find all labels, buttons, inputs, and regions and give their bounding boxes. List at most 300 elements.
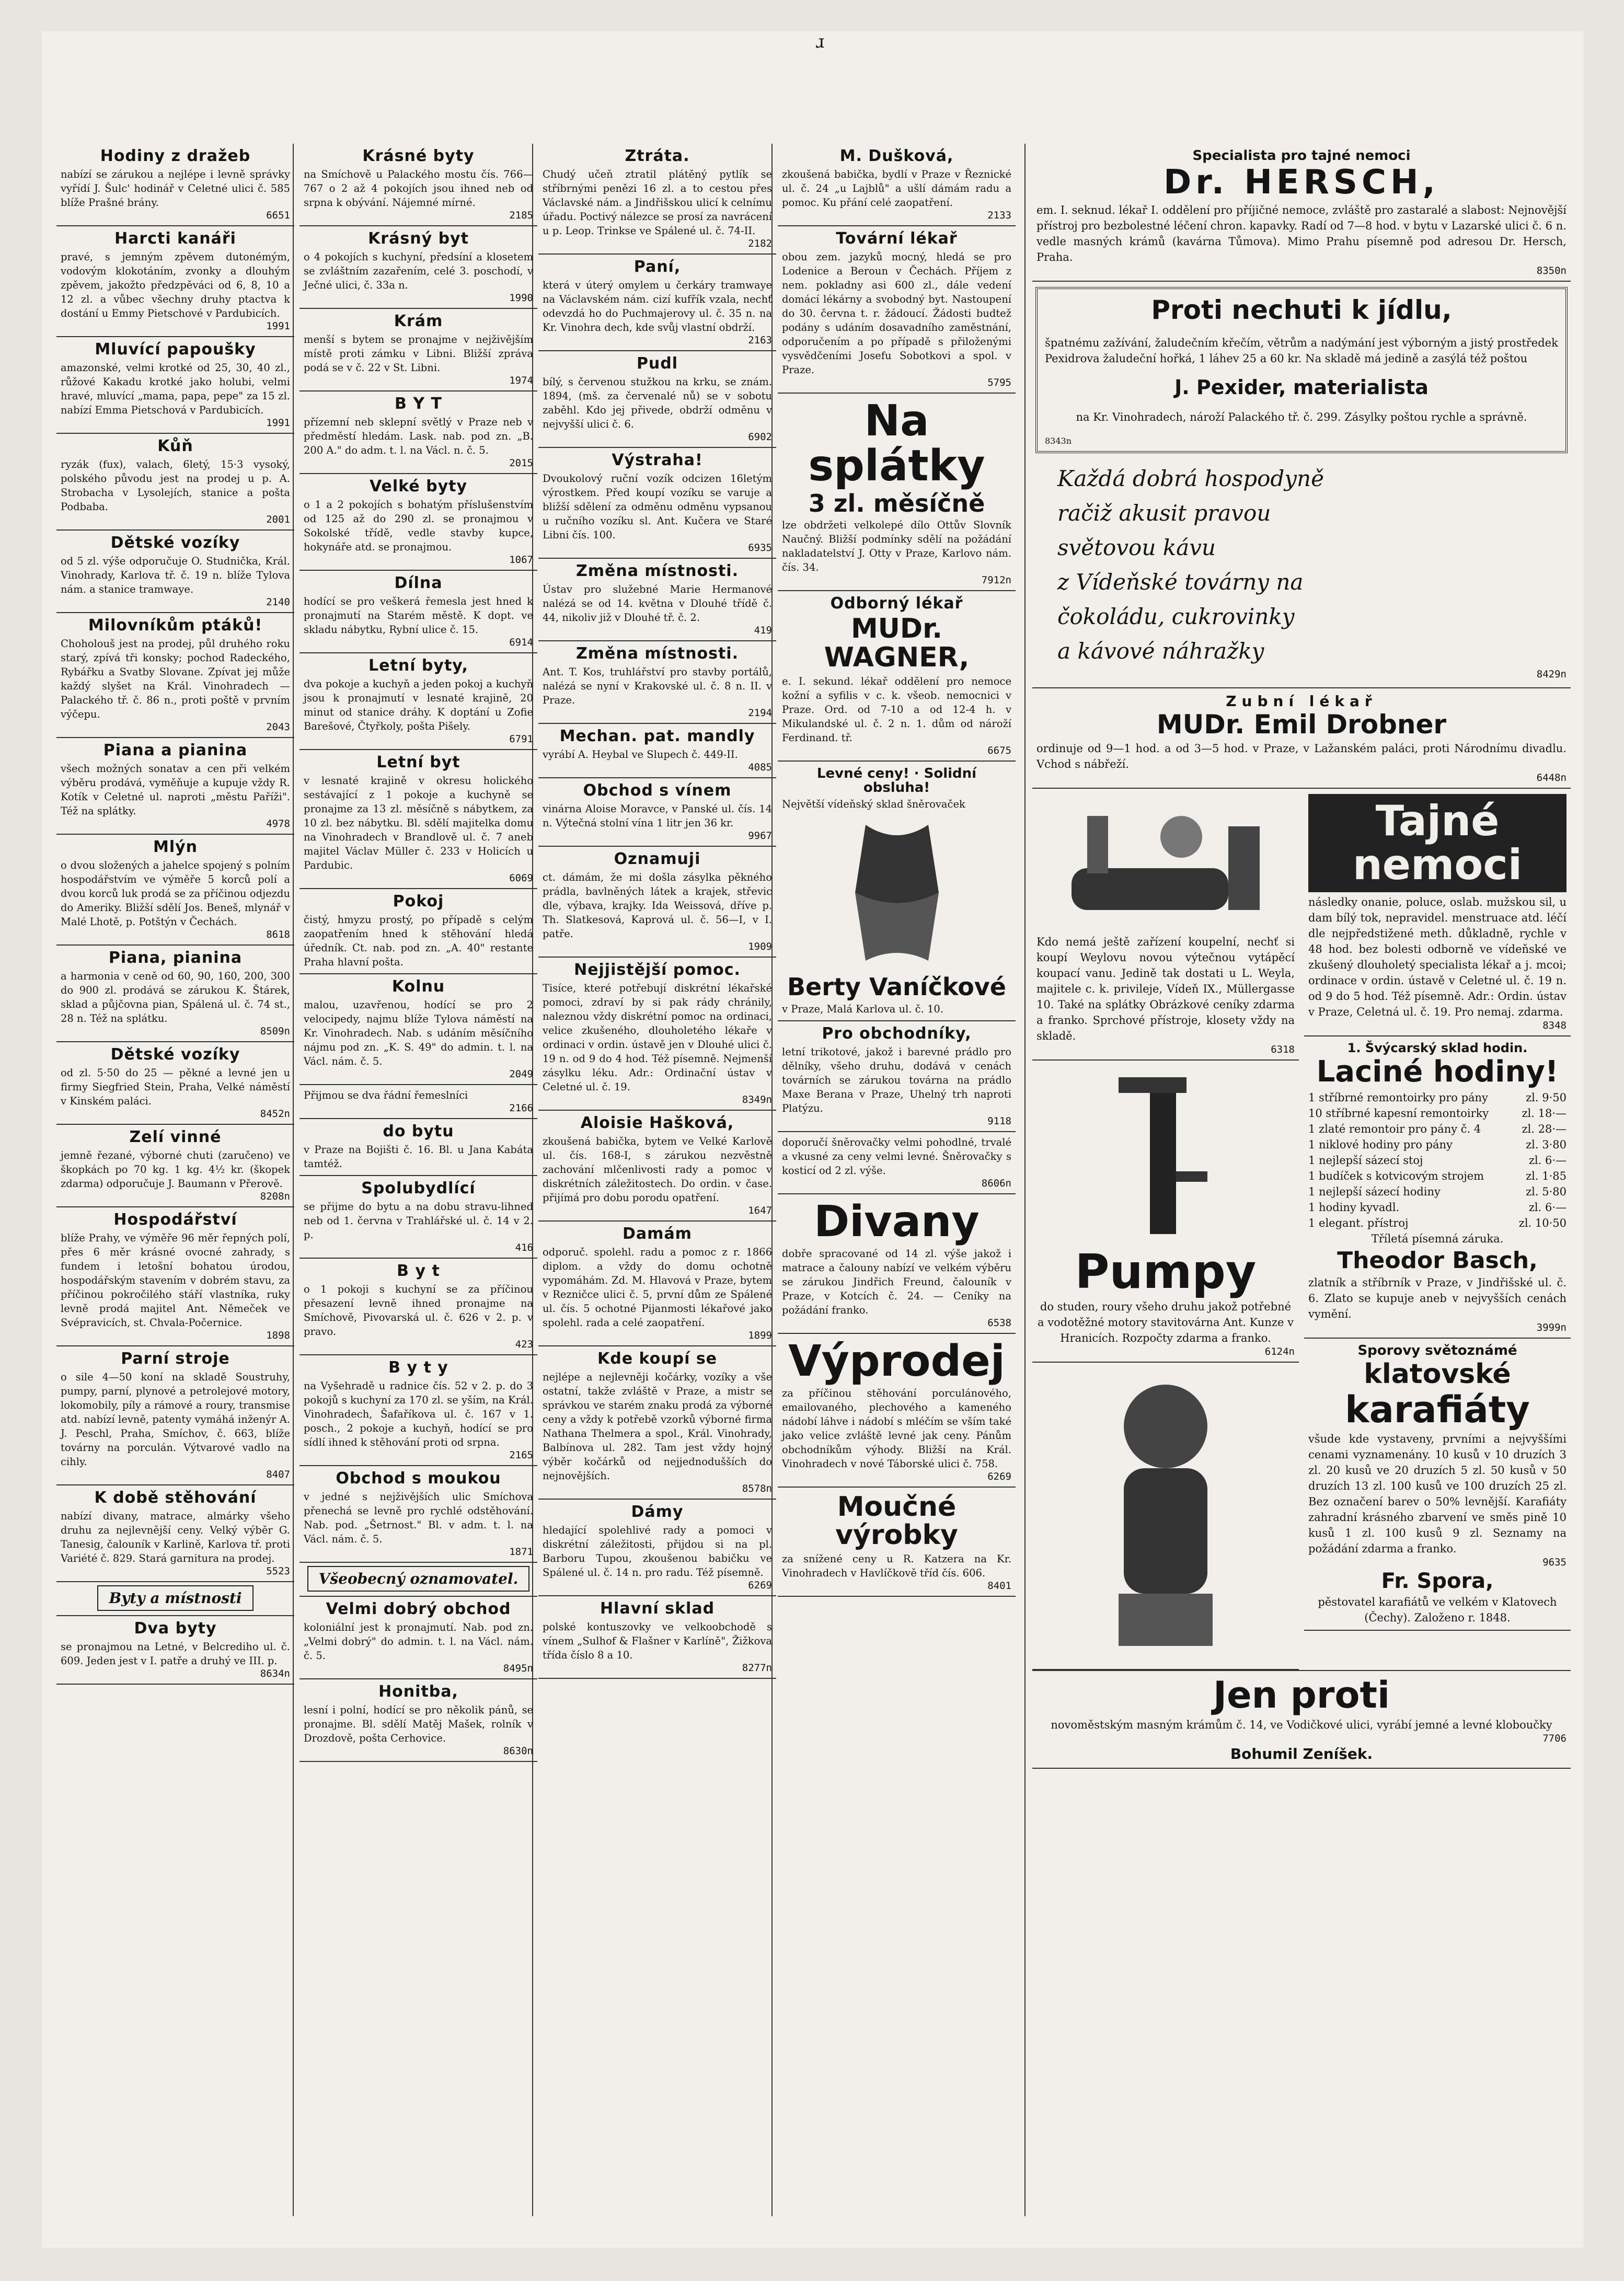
ad-number: 2166 bbox=[509, 1102, 533, 1114]
ad-title: Letní byty, bbox=[368, 656, 468, 675]
script-line: račiž akusit pravou bbox=[1057, 500, 1271, 526]
ad-number: 2165 bbox=[509, 1449, 533, 1461]
ad-text: zkoušená babička, bydlí v Praze v Řeznické ul. č. 24 „u Lajblů" a ušlí dámám radu a pomoc. Ku přání celé zaopatření. bbox=[782, 168, 1011, 209]
ad-number: 8208n bbox=[260, 1191, 290, 1202]
ad-text: na Kr. Vinohradech, nároží Palackého tř. č. 299. Zásylky poštou rychle a správně. bbox=[1076, 410, 1527, 423]
classified-ad bbox=[300, 750, 537, 889]
right-subcolumn bbox=[1304, 789, 1571, 1671]
ad-hersch bbox=[1032, 144, 1571, 282]
ad-text: vyrábí A. Heybal ve Slupech č. 449-II. bbox=[543, 748, 738, 761]
ad-title: Pro obchodníky, bbox=[822, 1024, 972, 1043]
ad-text: Největší vídeňský sklad šněrovaček bbox=[782, 798, 965, 811]
ad-number: 2182 bbox=[748, 238, 772, 249]
ad-text: menší s bytem se pronajme v nejživějším místě proti zámku v Libni. Bližší zpráva podá se v č. 22 v St. Libni. bbox=[304, 333, 533, 374]
ad-title: Honitba, bbox=[378, 1683, 458, 1701]
ad-title: Obchod s vínem bbox=[583, 781, 732, 800]
ad-title: Pudl bbox=[636, 354, 678, 373]
ad-number: 1991 bbox=[266, 417, 290, 429]
price-row bbox=[1308, 1168, 1567, 1184]
ad-heading: Sporovy světoznámé bbox=[1357, 1342, 1517, 1358]
ad-number: 5795 bbox=[987, 377, 1011, 388]
column-4 bbox=[778, 144, 1016, 2227]
ad-text: o 1 a 2 pokojích s bohatým příslušenstvím od 125 až do 290 zl. se pronajmou v Sokolské třídě, vedle stavby kupce, hokynáře atd. se pronajmou. bbox=[304, 499, 533, 553]
two-column-block bbox=[1032, 789, 1571, 1671]
classified-ad bbox=[778, 1132, 1016, 1194]
ad-number: 6269 bbox=[987, 1470, 1011, 1482]
ad-side-label: Levné ceny! · Solidní obsluha! bbox=[816, 765, 977, 796]
price-row bbox=[1308, 1137, 1567, 1153]
ad-display-heading: Výprodej bbox=[788, 1336, 1005, 1386]
price-value: zl. 6·— bbox=[1528, 1201, 1567, 1214]
ad-title: Kolnu bbox=[391, 977, 445, 996]
ad-number: 4085 bbox=[748, 762, 772, 773]
ad-display-heading: Berty Vaníčkové bbox=[787, 973, 1006, 1001]
ad-name: Bohumil Zeníšek. bbox=[1230, 1745, 1373, 1762]
ad-heading: 1. Švýcarský sklad hodin. bbox=[1347, 1040, 1528, 1055]
ad-text: zlatník a stříbrník v Praze, v Jindřišské ul. č. 6. Zlato se kupuje aneb v nejvyšších cenách vymění. bbox=[1308, 1276, 1567, 1320]
pump-illustration bbox=[1087, 1067, 1244, 1245]
price-row bbox=[1308, 1105, 1567, 1121]
ad-text: která v úterý omylem u čerkáry tramwaye na Václavském nám. cizí kufřík vzala, nechť odevzdá ho do Puchmajerovy ul. č. 35 n. na Kr. Vinohra dech, kde svůj vlastní obdrží. bbox=[543, 279, 772, 333]
classified-ad bbox=[300, 1355, 537, 1466]
ad-text: pravé, s jemným zpěvem dutonémým, vodovým klokotáním, zvonky a dlouhým zpěvem, jakožto předzpěváci od 6, 8, 10 a 12 zl. a vůbec všechny druhy ptactva k dostání u Emmy Pietschové v Pardubicích. bbox=[61, 251, 290, 319]
ad-number: 1898 bbox=[266, 1330, 290, 1341]
ad-text: všude kde vystaveny, prvními a nejvyššími cenami vyznamenány. 10 kusů v 10 druzích 3 zl. 20 kusů ve 20 druzích 5 zl. 50 kusů v 50 druzích 13 zl. 100 kusů ve 100 druzích 25 zl. Bez označení barev o 50% levnější. Karafiáty zahradní krásného zbarvení ve směs pině 10 kusů 1 zl. 100 kusů 9 zl. Seznamy na požádání zdarma a franko. bbox=[1308, 1433, 1567, 1556]
ad-subheading: 3 zl. měsíčně bbox=[808, 489, 985, 518]
classified-ad bbox=[56, 1616, 294, 1685]
classified-ad bbox=[300, 1563, 537, 1597]
ad-title: Dva byty bbox=[134, 1619, 217, 1638]
classified-ad bbox=[538, 1222, 776, 1346]
ad-title: Tovární lékař bbox=[836, 229, 958, 248]
ad-number: 2194 bbox=[748, 707, 772, 719]
ad-number: 7912n bbox=[981, 574, 1011, 586]
ad-heading: Tajné nemoci bbox=[1308, 794, 1567, 892]
classified-ad bbox=[778, 1334, 1016, 1488]
ad-text: vinárna Aloise Moravce, v Panské ul. čís. 14 n. Výtečná stolní vína 1 litr jen 36 kr. bbox=[543, 803, 772, 829]
ad-number: 8452n bbox=[260, 1108, 290, 1120]
price-row bbox=[1308, 1184, 1567, 1200]
ad-text: nabízí divany, matrace, almárky všeho druhu za nejlevnější ceny. Velký výběr G. Tanesig, čalouník v Karlině, Karlova tř. proti Variété č. 829. Stará garnitura na prodej. bbox=[61, 1510, 290, 1564]
ad-display-heading: Divany bbox=[814, 1196, 980, 1247]
ad-number: 2001 bbox=[266, 514, 290, 525]
ad-number: 8348 bbox=[1542, 1019, 1567, 1031]
ad-text: em. I. seknud. lékař I. oddělení pro příjičné nemoce, zvláště pro zastaralé a slabost: Nejnovější přístroj pro bezbolestné léčení chron. kapavky. Radí od 7—8 hod. v bytu v Lazarské ulici č. 6 n. vedle masných krámů (kavárna Tůmova). Mimo Prahu písemně pod adresou Dr. Hersch, Praha. bbox=[1036, 204, 1567, 264]
ad-number: 8277n bbox=[742, 1662, 772, 1674]
ad-title: Krásný byt bbox=[368, 229, 469, 248]
top-mark: ɹ bbox=[815, 31, 825, 52]
ad-number: 6651 bbox=[266, 210, 290, 221]
ad-text: od zl. 5·50 do 25 — pěkné a levné jen u firmy Siegfried Stein, Praha, Velké náměstí v Kinském paláci. bbox=[61, 1067, 290, 1107]
script-line: a kávové náhražky bbox=[1057, 638, 1264, 664]
classified-ad bbox=[778, 1488, 1016, 1597]
ad-text: Tisíce, které potřebují diskrétní lékařské pomoci, zdraví by si pak rády chránily, naleznou vždy diskrétní pomoc na ordinaci, velice zkušeného, dlouholetého lékaře v ordinaci v ordin. ústavě jen v Dlouhé ulici č. 19 n. od 9 do 4 hod. Též písemně. Nejmenší zásylku léku. Adr.: Ordinační ústav v Celetné ul. č. 19. bbox=[543, 982, 772, 1093]
ad-number: 9635 bbox=[1542, 1557, 1567, 1569]
ad-title: Piana a pianina bbox=[103, 741, 248, 759]
price-row bbox=[1308, 1153, 1567, 1168]
ad-karafiaty bbox=[1304, 1339, 1571, 1631]
ad-title: Pokoj bbox=[393, 892, 444, 911]
classified-ad bbox=[56, 1125, 294, 1207]
ad-text: dobře spracované od 14 zl. výše jakož i matrace a čalouny nabízí ve velkém výběru se zárukou Jindřich Freund, čalouník v Praze, v Kotcích č. 24. — Ceníky na požádání franko. bbox=[782, 1247, 1011, 1316]
ad-number: 6914 bbox=[509, 637, 533, 648]
ad-number: 8343n bbox=[1045, 435, 1072, 446]
classified-ad bbox=[300, 974, 537, 1085]
ad-title: Paní, bbox=[634, 258, 681, 276]
column-rule bbox=[1024, 144, 1026, 2216]
classified-ad bbox=[56, 1042, 294, 1125]
ad-title: Harcti kanáři bbox=[114, 229, 236, 248]
ad-title: Ztráta. bbox=[625, 147, 690, 165]
script-line: čokoládu, cukrovinky bbox=[1057, 603, 1295, 629]
ad-title: Mlýn bbox=[153, 838, 198, 856]
column-1 bbox=[56, 144, 294, 2227]
ad-text: jemně řezané, výborné chuti (zaručeno) ve škopkách po 70 kg. 1 kg. 4½ kr. (škopek zdarma) odporučuje J. Baumann v Přerově. bbox=[61, 1149, 290, 1190]
ad-title: Velké byty bbox=[369, 477, 468, 496]
price-item: 10 stříbrné kapesní remontoirky bbox=[1308, 1107, 1489, 1120]
classified-ad bbox=[300, 1085, 537, 1119]
ad-number: 6318 bbox=[1271, 1043, 1295, 1055]
classified-ad bbox=[538, 559, 776, 641]
ad-subtitle: klatovské bbox=[1364, 1358, 1511, 1390]
ad-number: 2043 bbox=[266, 721, 290, 733]
ad-title: Změna místnosti. bbox=[576, 562, 739, 580]
ad-title: Letní byt bbox=[376, 753, 460, 771]
price-value: zl. 18·— bbox=[1522, 1107, 1567, 1120]
ad-title: Mechan. pat. mandly bbox=[559, 727, 755, 745]
ad-heading: Proti nechuti k jídlu, bbox=[1151, 295, 1452, 326]
ad-number: 1974 bbox=[509, 375, 533, 386]
ad-text: Chudý učeň ztratil plátěný pytlík se stříbrnými penězi 16 zl. a to cestou přes Václavské nám. a Jindřišskou ulicí k celnímu úřadu. Poctivý nálezce se prosí za navrácení u p. Leop. Trinkse ve Spálené ul. č. 74-II. bbox=[543, 168, 772, 237]
ad-title: Dámy bbox=[631, 1503, 684, 1521]
ad-text: obou zem. jazyků mocný, hledá se pro Lodenice a Beroun v Čechách. Příjem z nem. pokladny asi 600 zl., dále vedení domácí lékárny a svobodný byt. Nastoupení do 30. června t. r. žádoucí. Žádosti budtež podány s udáním dosavadního zaměstnání, odporučením a po případě s přiloženými vysvědčeními Josefu Sobotkovi a spol. v Praze. bbox=[782, 251, 1011, 376]
ad-text: doporučí šněrovačky velmi pohodlné, trvalé a vkusné za ceny velmi levné. Šněrovačky s kosticí od 2 zl. výše. bbox=[782, 1136, 1011, 1177]
ad-text: v Praze, Malá Karlova ul. č. 10. bbox=[782, 1003, 944, 1015]
ad-text: v Praze na Bojišti č. 16. Bl. u Jana Kabáta tamtéž. bbox=[304, 1144, 533, 1170]
classified-ad bbox=[56, 1346, 294, 1485]
ad-text: hledající spolehlivé rady a pomoci v diskrétní záležitosti, přijdou si na pl. Barboru Tupou, zkoušenou babičku ve Spálené ul. č. 14 n. pro radu. Též písemně. bbox=[543, 1524, 772, 1579]
script-text bbox=[1036, 462, 1567, 669]
ad-display-heading: Na splátky bbox=[808, 396, 985, 491]
ad-text: letní trikotové, jakož i barevné prádlo pro dělníky, všeho druhu, dodává v cenách továrních se zárukou továrna na prádlo Maxe Berana v Praze, Uhelný trh naproti Platýzu. bbox=[782, 1045, 1011, 1114]
classified-ad bbox=[300, 1597, 537, 1679]
classified-ad bbox=[56, 434, 294, 531]
ad-title: Spolubydlící bbox=[361, 1179, 476, 1197]
ad-text: od 5 zl. výše odporučuje O. Studnička, Král. Vinohrady, Karlova tř. č. 19 n. blíže Tylova nám. a stanice tramwaye. bbox=[61, 555, 290, 595]
ad-title: Laciné hodiny! bbox=[1316, 1054, 1559, 1089]
classified-ad bbox=[538, 958, 776, 1111]
classified-ad bbox=[538, 1596, 776, 1679]
price-item: 1 niklové hodiny pro pány bbox=[1308, 1138, 1453, 1151]
ad-text: následky onanie, poluce, oslab. mužskou sil, u dam bílý tok, nepravidel. menstruace atd. léčí dle nejpředstižené meth. důkladně, rychle v 48 hod. bez bolesti odborně ve vídeňské ve zkušený dlouholetý specialista lékař a j. mcoi; ordinace v ordin. ústavě v Celetné ul. č. 19 n. od 9 do 5 hod. Též písemně. Adr.: Ordin. ústav v Praze, Celetná ul. č. 19. Pro nemaj. zdarma. bbox=[1308, 895, 1567, 1018]
classified-ad bbox=[300, 653, 537, 750]
section-badge: Všeobecný oznamovatel. bbox=[307, 1566, 530, 1592]
ad-number: 6935 bbox=[748, 542, 772, 554]
classified-ad bbox=[778, 591, 1016, 761]
ad-text: Přijmou se dva řádní řemeslníci bbox=[304, 1089, 468, 1101]
classified-ad bbox=[300, 391, 537, 474]
ad-text: Kdo nemá ještě zařízení koupelní, nechť si koupí Weylovu novou výtečnou vytápěcí koupací vanu. Jedině tak dostati u L. Weyla, majitele c. k. privileje, Vídeň IX., Müllergasse 10. Také na splátky Obrázkové ceníky zdarma a franko. Sprchové přístroje, klosety vždy na skladě. bbox=[1036, 935, 1295, 1042]
price-value: zl. 1·85 bbox=[1526, 1169, 1567, 1182]
ad-heading: Zubní lékař bbox=[1226, 692, 1377, 710]
price-row bbox=[1308, 1090, 1567, 1105]
ad-text: Ústav pro služebné Marie Hermanové nalézá se od 14. května v Dlouhé třídě č. 44, nikoliv již v Dlouhé tř. č. 2. bbox=[543, 583, 772, 624]
ad-text: dva pokoje a kuchyň a jeden pokoj a kuchyň jsou k pronajmutí v lesnaté krajině, 20 minut od stanice dráhy. K doptání u Zofie Barešové, Čtyřkoly, pošta Pišely. bbox=[304, 678, 533, 732]
ad-text: v lesnaté krajině v okresu holického sestávající z 1 pokoje a kuchyně se pronajme za 13 zl. měsíčně s nábytkem, za 10 zl. bez nábytku. Bl. sdělí majitelka domu na Vinohradech v Brandlově ul. č. 7 aneb majitel Václav Müller č. 233 v Holicích u Pardubic. bbox=[304, 775, 533, 871]
classified-ad bbox=[538, 724, 776, 778]
ad-number: 9118 bbox=[987, 1115, 1011, 1127]
ad-number: 8401 bbox=[987, 1580, 1011, 1592]
left-subcolumn bbox=[1032, 789, 1299, 1671]
price-row bbox=[1308, 1200, 1567, 1215]
ad-text: a harmonia v ceně od 60, 90, 160, 200, 300 do 900 zl. prodává se zárukou K. Štárek, sklad a půjčovna pian, Spálená ul. č. 74 st., 28 n. Též na splátku. bbox=[61, 970, 290, 1024]
classified-ad bbox=[300, 309, 537, 391]
ad-text: bílý, s červenou stužkou na krku, se znám. 1894, (mš. za červenalé nů) se v sobotu zaběhl. Kdo jej přivede, obdrží odměnu v nejvyšší ulici č. 6. bbox=[543, 376, 772, 430]
ad-title: Parní stroje bbox=[121, 1350, 230, 1368]
ad-text: ryzák (fux), valach, 6letý, 15·3 vysoký, polského původu jest na prodej u p. A. Strobacha v Lysolejích, stanice a pošta Podbaba. bbox=[61, 458, 290, 513]
ad-number: 8350n bbox=[1536, 265, 1567, 277]
ad-title: Dětské vozíky bbox=[110, 534, 240, 552]
classified-ad bbox=[538, 1111, 776, 1222]
classified-ad bbox=[778, 394, 1016, 591]
ad-drobner bbox=[1032, 688, 1571, 789]
classified-ad bbox=[300, 1119, 537, 1176]
ad-title: B Y T bbox=[395, 395, 442, 413]
classified-ad bbox=[300, 144, 537, 226]
ad-text: v jedné s nejživějších ulic Smíchova přenechá se levně pro rychlé odstěhování. Nab. pod. „Šetrnost." Bl. v adm. t. l. na Václ. nám. č. 5. bbox=[304, 1491, 533, 1545]
classified-ad bbox=[56, 1582, 294, 1616]
price-value: zl. 9·50 bbox=[1526, 1091, 1567, 1104]
ad-number: 7706 bbox=[1542, 1732, 1567, 1744]
script-line: Každá dobrá hospodyně bbox=[1057, 465, 1324, 491]
ad-text: o sile 4—50 koní na skladě Soustruhy, pumpy, parní, plynové a petrolejové motory, lokomobily, píly a rámové a roury, transmise atd. nabízí levně, patenty vymáhá inženýr A. J. Peschl, Praha, Smíchov, č. 663, blíže továrny na porculán. Výtvarové vadlo na cihly. bbox=[61, 1371, 290, 1468]
ad-title: M. Dušková, bbox=[839, 147, 954, 165]
ad-text: Ant. T. Kos, truhlářství pro stavby portálů, nalézá se nyní v Krakovské ul. č. 8 n. II. v Praze. bbox=[543, 666, 772, 706]
ad-title: Obchod s moukou bbox=[336, 1469, 501, 1488]
ad-title: Milovníkům ptáků! bbox=[88, 616, 263, 635]
ad-figure bbox=[1032, 1363, 1299, 1670]
ad-text: špatnému zažívání, žaludečním křečím, větrům a nadýmání jest výborným a jistý prostředek Pexidrova žaludeční hořká, 1 láhev 25 a 60 kr. Na skladě má jedině a zasýlá též poštou bbox=[1045, 336, 1558, 365]
price-list bbox=[1308, 1090, 1567, 1231]
classified-ad bbox=[538, 448, 776, 559]
ad-text: pěstovatel karafiátů ve velkém v Klatovech (Čechy). Založeno r. 1848. bbox=[1318, 1596, 1557, 1625]
ad-number: 1909 bbox=[748, 941, 772, 952]
ad-number: 1899 bbox=[748, 1330, 772, 1341]
ad-text: amazonské, velmi krotké od 25, 30, 40 zl., růžové Kakadu krotké jako holubi, velmi hravé, mluvící „mama, papa, pepe" za 15 zl. nabízí Emma Pietschová v Pardubicích. bbox=[61, 362, 290, 416]
classified-ad bbox=[778, 144, 1016, 226]
ad-number: 423 bbox=[515, 1339, 533, 1350]
ad-pumpy bbox=[1032, 1061, 1299, 1363]
ad-number: 9967 bbox=[748, 830, 772, 842]
ad-name: J. Pexider, materialista bbox=[1174, 375, 1429, 399]
ad-text: ordinuje od 9—1 hod. a od 3—5 hod. v Praze, v Lažanském paláci, proti Národnímu divadlu. Vchod s nábřeží. bbox=[1036, 742, 1567, 770]
ad-number: 8630n bbox=[503, 1745, 533, 1757]
price-value: zl. 10·50 bbox=[1518, 1216, 1567, 1229]
classified-ad bbox=[538, 255, 776, 351]
ad-text: ct. dámám, že mi došla zásylka pěkného prádla, bavlněných látek a krajek, střevic dle, výbava, krajky. Ida Weissová, dříve p. Th. Slatkesová, Kaprová ul. č. 56—I, v I. patře. bbox=[543, 871, 772, 940]
ad-number: 6269 bbox=[748, 1580, 772, 1591]
column-2 bbox=[300, 144, 537, 2227]
ad-pexider bbox=[1035, 287, 1568, 453]
ad-text: odporuč. spolehl. radu a pomoc z r. 1866 diplom. a vždy do domu ochotně vypomáhám. Zd. M. Hlavová v Praze, bytem v Rezničce ulici č. 5, první dům ze Spálené ul. čís. 5 ochotné Pijanmosti lékařové jako spolehl. rada a celé zaopatření. bbox=[543, 1246, 772, 1329]
ad-text: čistý, hmyzu prostý, po případě s celým zaopatřením hned k stěhování hledá úředník. Ct. nab. pod zn. „A. 40" restante Praha hlavní pošta. bbox=[304, 914, 533, 968]
ad-title: Damám bbox=[623, 1225, 692, 1243]
ad-number: 6124n bbox=[1264, 1346, 1295, 1358]
figure-illustration bbox=[1066, 1369, 1265, 1662]
classified-ad bbox=[538, 778, 776, 847]
ad-number: 8618 bbox=[266, 929, 290, 940]
ad-name: Theodor Basch, bbox=[1337, 1247, 1538, 1274]
ad-number: 6069 bbox=[509, 872, 533, 884]
ad-text: malou, uzavřenou, hodící se pro 2 velocipedy, najmu blíže Tylova náměstí na Kr. Vinohradech. Nab. s udáním měsíčního nájmu pod zn. „K. S. 49" do admin. t. l. na Václ. nám. č. 5. bbox=[304, 999, 533, 1067]
ad-text: e. I. sekund. lékař oddělení pro nemoce kožní a syfilis v c. k. všeob. nemocnici v Praze. Ord. od 7-10 a od 12-4 h. v Mikulandské ul. č. 2 n. 1. dům od nároží Ferdinand. tř. bbox=[782, 675, 1011, 744]
ad-number: 2133 bbox=[987, 210, 1011, 221]
classified-ad bbox=[56, 531, 294, 613]
ad-text: přízemní neb sklepní světlý v Praze neb v předměstí hledám. Lask. nab. pod zn. „B. 200 A." do adm. t. l. na Václ. n. č. 5. bbox=[304, 416, 533, 456]
ad-heading: Specialista pro tajné nemoci bbox=[1192, 148, 1411, 164]
ad-title: Změna místnosti. bbox=[576, 644, 739, 663]
ad-title: Zelí vinné bbox=[129, 1128, 222, 1146]
classified-ad bbox=[538, 1346, 776, 1500]
ad-title: Výstraha! bbox=[612, 451, 703, 469]
price-item: 1 nejlepší sázecí hodiny bbox=[1308, 1185, 1441, 1198]
ad-title: Dětské vozíky bbox=[110, 1045, 240, 1064]
classified-ad bbox=[56, 144, 294, 226]
bathtub-illustration bbox=[1056, 795, 1275, 931]
price-item: 1 elegant. přístroj bbox=[1308, 1216, 1409, 1229]
ad-title: do bytu bbox=[383, 1122, 454, 1140]
ad-text: nejlépe a nejlevněji kočárky, vozíky a vše ostatní, takže zvláště v Praze, a mistr se správkou ve starém znaku prodá za výborné ceny a vždy k potřebě vzorků výborné firma Nathana Thelmera a spol., Král. Vinohrady, Balbínova ul. 282. Tam jest vždy hojný výběr kočárků od nejjednodušších do nejnovějších. bbox=[543, 1371, 772, 1482]
ad-display-heading: MUDr. WAGNER, bbox=[824, 613, 970, 674]
ad-number: 2140 bbox=[266, 596, 290, 608]
ad-text: o dvou složených a jahelce spojený s polním hospodářstvím ve výměře 5 korců polí a dvou korců luk prodá se za příčinou odjezdu do Ameriky. Bližší sdělí Jos. Beneš, mlynář v Malé Lhotě, p. Potštýn v Čechách. bbox=[61, 859, 290, 928]
ad-title: karafiáty bbox=[1345, 1388, 1530, 1431]
ad-text: nabízí se zárukou a nejlépe i levně správky vyřídí J. Šulc' hodinář v Celetné ulici č. 585 blíže Prašné brány. bbox=[61, 168, 290, 209]
ad-number: 1991 bbox=[266, 320, 290, 332]
guarantee: Tříletá písemná záruka. bbox=[1371, 1232, 1504, 1245]
ad-title: B y t bbox=[397, 1262, 440, 1280]
ad-title: Dílna bbox=[394, 574, 443, 592]
ad-title: Hlavní sklad bbox=[600, 1599, 715, 1618]
ad-number: 8429n bbox=[1536, 668, 1567, 680]
corset-illustration bbox=[819, 814, 975, 971]
ad-jen-proti bbox=[1032, 1670, 1571, 1769]
ad-text: se přijme do bytu a na dobu stravu-lihned neb od 1. června v Trahlářské ul. č. 14 v 2. p. bbox=[304, 1201, 533, 1241]
ad-title: Aloisie Hašková, bbox=[580, 1114, 734, 1132]
ad-text: na Vyšehradě u radnice čís. 52 v 2. p. do 3 pokojů s kuchyní za 170 zl. se yším, na Král. Vinohradech, Šafaříkova ul. č. 167 v 1. posch., 2 pokoje a kuchyň, hodící se pro sídlí ihned k stěhování proti od srpna. bbox=[304, 1380, 533, 1448]
classified-ad bbox=[56, 738, 294, 835]
ad-number: 6538 bbox=[987, 1317, 1011, 1329]
classified-ad bbox=[538, 641, 776, 724]
classified-ad bbox=[538, 351, 776, 448]
ad-display-heading: Moučné výrobky bbox=[835, 1491, 958, 1551]
section-badge: Byty a místnosti bbox=[97, 1585, 253, 1611]
ad-number: 6902 bbox=[748, 431, 772, 443]
classified-ad bbox=[56, 337, 294, 434]
ad-text: o 4 pokojích s kuchyní, předsíní a klosetem se zvláštním zazařením, celé 3. poschodí, v Ječné ulici, č. 33a n. bbox=[304, 251, 533, 291]
classified-ad bbox=[778, 762, 1016, 1021]
ad-title: Krásné byty bbox=[362, 147, 475, 165]
ad-number: 8578n bbox=[742, 1483, 772, 1494]
ad-weyl bbox=[1032, 789, 1299, 1061]
price-value: zl. 5·80 bbox=[1526, 1185, 1567, 1198]
price-item: 1 zlaté remontoir pro pány č. 4 bbox=[1308, 1122, 1481, 1135]
ad-name: Fr. Spora, bbox=[1381, 1569, 1494, 1594]
ad-hodiny bbox=[1304, 1036, 1571, 1339]
classified-ad bbox=[778, 226, 1016, 394]
price-item: 1 hodiny kyvadl. bbox=[1308, 1201, 1400, 1214]
ad-title: Mluvící papoušky bbox=[95, 340, 256, 359]
script-line: světovou kávu bbox=[1057, 534, 1216, 560]
classified-ad bbox=[56, 946, 294, 1042]
classified-ad bbox=[56, 1207, 294, 1346]
classified-ad bbox=[300, 889, 537, 974]
ad-number: 8407 bbox=[266, 1469, 290, 1480]
classified-ad bbox=[300, 226, 537, 309]
ad-number: 2185 bbox=[509, 210, 533, 221]
ad-title: B y t y bbox=[388, 1358, 448, 1377]
ad-number: 4978 bbox=[266, 818, 290, 830]
ad-number: 1871 bbox=[509, 1546, 533, 1558]
ad-number: 1647 bbox=[748, 1205, 772, 1216]
ad-number: 8349n bbox=[742, 1094, 772, 1105]
price-item: 1 budíček s kotvicovým strojem bbox=[1308, 1169, 1484, 1182]
ad-number: 416 bbox=[515, 1242, 533, 1253]
ad-number: 1990 bbox=[509, 292, 533, 304]
price-row bbox=[1308, 1121, 1567, 1137]
classified-ad bbox=[538, 144, 776, 255]
ad-text: za snížené ceny u R. Katzera na Kr. Vinohradech v Havlíčkově tříd čís. 606. bbox=[782, 1552, 1011, 1579]
ad-number: 1067 bbox=[509, 554, 533, 566]
ad-title: Odborný lékař bbox=[830, 594, 963, 613]
ad-name: Dr. HERSCH, bbox=[1164, 163, 1439, 202]
ad-title: Hodiny z dražeb bbox=[100, 147, 251, 165]
ad-title: K době stěhování bbox=[94, 1489, 257, 1507]
ad-number: 2015 bbox=[509, 457, 533, 469]
ad-title: Jen proti bbox=[1213, 1674, 1390, 1717]
ad-title: Hospodářství bbox=[113, 1211, 237, 1229]
ad-number: 6448n bbox=[1536, 771, 1567, 784]
ad-tajne-nemoci bbox=[1304, 789, 1571, 1036]
ad-text: se pronajmou na Letné, v Belcrediho ul. č. 609. Jeden jest v I. patře a druhý ve III. p. bbox=[61, 1641, 290, 1667]
ad-text: lze obdržeti velkolepé dílo Ottův Slovník Naučný. Bližší podmínky sdělí na požádání nakladatelství J. Otty v Praze, Karlovo nám. čís. 34. bbox=[782, 519, 1011, 574]
ad-title: Krám bbox=[394, 312, 443, 330]
ad-number: 2163 bbox=[748, 335, 772, 346]
ad-title: Nejjistější pomoc. bbox=[574, 961, 741, 979]
ad-text: na Smíchově u Palackého mostu čís. 766—767 o 2 až 4 pokojích jsou ihned neb od srpna k obývání. Nájemné mírné. bbox=[304, 168, 533, 209]
ad-number: 6675 bbox=[987, 744, 1011, 756]
ad-number: 3999n bbox=[1536, 1321, 1567, 1333]
column-5 bbox=[1032, 144, 1571, 2227]
price-item: 1 nejlepší sázecí stoj bbox=[1308, 1154, 1423, 1167]
ad-text: do studen, roury všeho druhu jakož potřebné a vodotěžné motory stavitovárna Ant. Kunze v Hranicích. Rozpočty zdarma a franko. bbox=[1038, 1300, 1294, 1345]
ad-number: 6791 bbox=[509, 733, 533, 745]
ad-number: 5523 bbox=[266, 1565, 290, 1577]
ad-heading: Pumpy bbox=[1075, 1244, 1257, 1299]
price-value: zl. 28·— bbox=[1522, 1122, 1567, 1135]
ad-title: Kůň bbox=[157, 437, 193, 455]
classified-ad bbox=[300, 571, 537, 653]
ad-text: koloniální jest k pronajmutí. Nab. pod zn. „Velmi dobrý" do admin. t. l. na Václ. nám. č. 5. bbox=[304, 1621, 533, 1662]
classified-ad bbox=[778, 1021, 1016, 1132]
classified-ad bbox=[778, 1194, 1016, 1334]
classified-ad bbox=[56, 1485, 294, 1582]
classified-ad bbox=[538, 847, 776, 958]
ad-number: 2049 bbox=[509, 1068, 533, 1080]
ad-title: Piana, pianina bbox=[108, 949, 243, 967]
ad-number: 8606n bbox=[981, 1177, 1011, 1189]
ad-text: o 1 pokoji s kuchyní se za příčinou přesazení levně ihned pronajme na Smíchově, Pivovarská ul. č. 626 v 2. p. v pravo. bbox=[304, 1283, 533, 1338]
